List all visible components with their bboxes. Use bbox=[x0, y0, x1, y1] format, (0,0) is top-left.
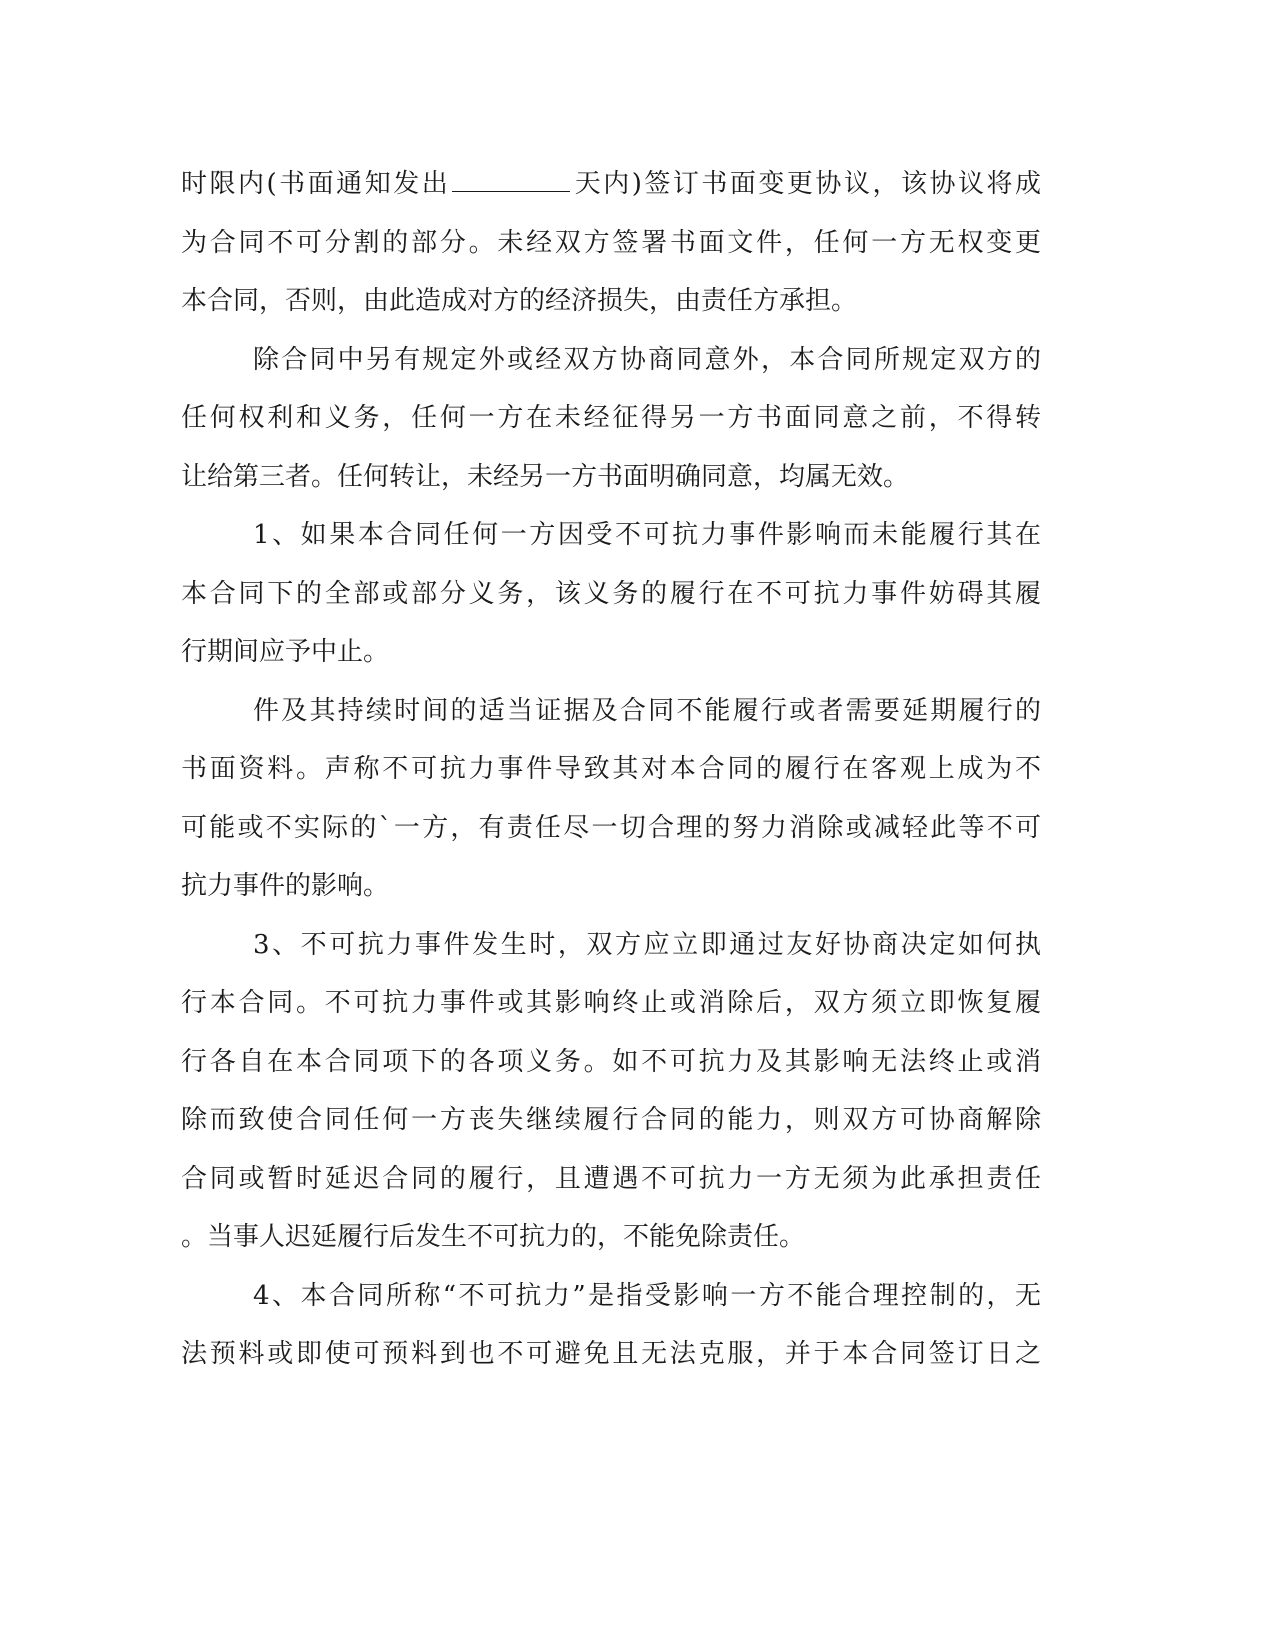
text-line: 行本合同。不可抗力事件或其影响终止或消除后，双方须立即恢复履 bbox=[181, 988, 1041, 1018]
document-body bbox=[181, 155, 1041, 1384]
text-segment: 天内)签订书面变更协议，该协议将成 bbox=[572, 169, 1041, 199]
text-line: 抗力事件的影响。 bbox=[181, 871, 390, 901]
text-line: 本合同，否则，由此造成对方的经济损失，由责任方承担。 bbox=[181, 286, 858, 316]
text-line: 件及其持续时间的适当证据及合同不能履行或者需要延期履行的 bbox=[253, 695, 1041, 726]
text-line: 任何权利和义务，任何一方在未经征得另一方书面同意之前，不得转 bbox=[181, 403, 1041, 433]
text-line: 本合同下的全部或部分义务，该义务的履行在不可抗力事件妨碍其履 bbox=[181, 578, 1041, 609]
text-line: 1、如果本合同任何一方因受不可抗力事件影响而未能履行其在 bbox=[253, 520, 1041, 550]
text-line: 可能或不实际的`一方，有责任尽一切合理的努力消除或减轻此等不可 bbox=[181, 812, 1041, 843]
text-line: 除而致使合同任何一方丧失继续履行合同的能力，则双方可协商解除 bbox=[181, 1105, 1041, 1135]
text-line: 行各自在本合同项下的各项义务。如不可抗力及其影响无法终止或消 bbox=[181, 1046, 1041, 1077]
fill-in-blank bbox=[452, 165, 570, 192]
text-line: 行期间应予中止。 bbox=[181, 637, 390, 667]
text-line: 为合同不可分割的部分。未经双方签署书面文件，任何一方无权变更 bbox=[181, 227, 1041, 258]
text-line: 合同或暂时延迟合同的履行，且遭遇不可抗力一方无须为此承担责任 bbox=[181, 1163, 1041, 1194]
text-line: 4、本合同所称“不可抗力”是指受影响一方不能合理控制的，无 bbox=[253, 1280, 1041, 1311]
text-line: 。当事人迟延履行后发生不可抗力的，不能免除责任。 bbox=[181, 1222, 806, 1252]
text-line: 除合同中另有规定外或经双方协商同意外，本合同所规定双方的 bbox=[253, 344, 1041, 375]
text-line: 3、不可抗力事件发生时，双方应立即通过友好协商决定如何执 bbox=[253, 929, 1041, 960]
text-line: 法预料或即使可预料到也不可避免且无法克服，并于本合同签订日之 bbox=[181, 1339, 1041, 1369]
text-line: 让给第三者。任何转让，未经另一方书面明确同意，均属无效。 bbox=[181, 461, 910, 492]
text-line bbox=[181, 155, 1041, 214]
text-segment: 时限内(书面通知发出 bbox=[181, 169, 451, 199]
text-line: 书面资料。声称不可抗力事件导致其对本合同的履行在客观上成为不 bbox=[181, 754, 1041, 784]
